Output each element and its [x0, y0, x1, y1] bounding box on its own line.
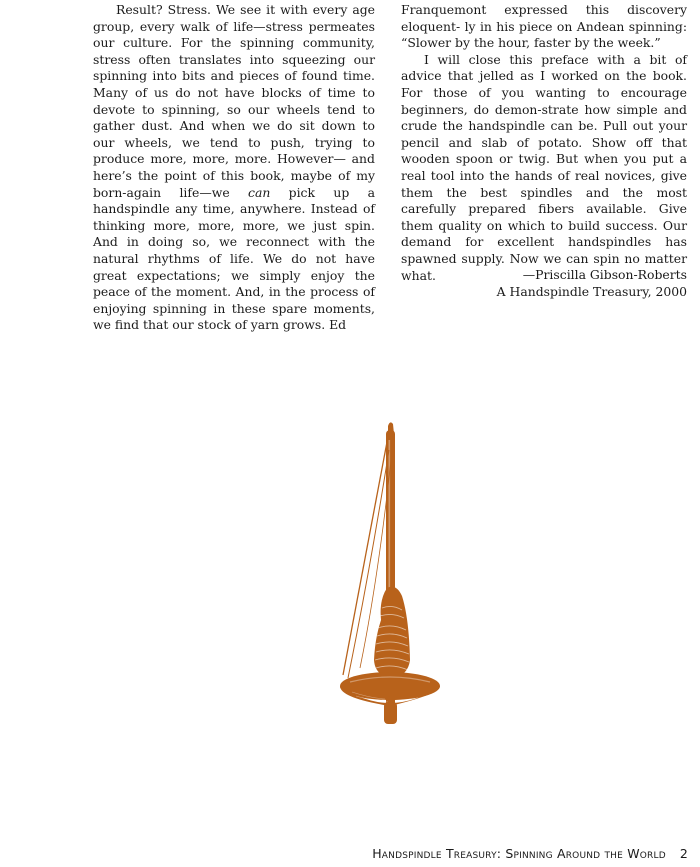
text-line: off that wooden spoon or twig. But when you put — [401, 134, 687, 167]
text-line: I will close this preface with a bit of advice — [401, 51, 687, 84]
text-line: reconnect with the natural rhythms of life. We — [93, 234, 375, 266]
text-line: strate how simple and crude the handspindle can — [401, 101, 687, 134]
left-paragraph — [93, 2, 375, 334]
attribution-source: A Handspindle Treasury, 2000 — [496, 284, 687, 299]
text-line: a real tool into the hands of real novices, give — [401, 151, 687, 183]
text-line: and here’s the point of this book, maybe of my — [93, 151, 375, 183]
text-line: born-again life—we — [93, 184, 230, 200]
attribution-author: —Priscilla Gibson-Roberts — [522, 267, 687, 282]
text-line: bits and pieces of found time. Many of us do — [93, 68, 375, 100]
right-paragraph-1 — [401, 2, 687, 52]
running-title: Handspindle Treasury: Spinning Around the World — [372, 846, 666, 861]
text-line: Result? Stress. We see it with every age — [116, 2, 375, 17]
text-line: pick up a handspindle — [93, 184, 375, 217]
text-line: of enjoying spinning in these spare moments, — [93, 284, 375, 316]
left-column — [93, 2, 375, 334]
text-line: the peace of the moment. And, in the process — [93, 267, 375, 300]
text-line: prepared fibers available. Give them quality on — [401, 201, 687, 233]
right-column — [401, 2, 687, 284]
text-line: we do sit down to our wheels, we tend to push, — [93, 118, 375, 150]
text-line: often translates into squeezing our spinning into — [93, 51, 375, 84]
text-line: which to build success. Our demand for excellent — [401, 217, 687, 250]
text-line: be. Pull out your pencil and slab of potato. Show — [401, 118, 688, 150]
text-line: ly in his piece on Andean spinning: “Slower by — [401, 18, 687, 51]
text-line: more, more, we just spin. And in doing so, we — [93, 217, 375, 250]
right-paragraph-2 — [401, 52, 687, 284]
page-footer — [372, 846, 688, 861]
emphasis-word: can — [248, 184, 271, 200]
text-line: not have blocks of time to devote to spinning, — [93, 84, 375, 117]
text-line: them the best spindles and the most carefully — [401, 184, 687, 217]
text-line: you wanting to encourage beginners, do demon- — [401, 84, 687, 117]
text-line: handspindles has spawned supply. Now we can — [401, 234, 687, 266]
text-line: that jelled as I worked on the book. For those of — [401, 68, 687, 100]
attribution — [401, 266, 687, 300]
text-line: culture. For the spinning community, stress — [93, 35, 375, 67]
text-line: group, every walk of life—stress permeates our — [93, 18, 375, 51]
text-line: do not have great expectations; we simply enjoy — [93, 250, 376, 283]
text-line: any time, anywhere. Instead of thinking more, — [93, 201, 375, 233]
text-line: trying to produce more, more, more. However— — [93, 134, 375, 167]
text-line: spin no matter what. — [401, 250, 687, 283]
text-line: Franquemont expressed this discovery eloquent- — [401, 2, 687, 34]
page-number: 2 — [679, 846, 688, 861]
text-line: the hour, faster by the week.” — [473, 35, 661, 51]
text-line: so our wheels tend to gather dust. And when — [93, 101, 375, 134]
text-line: we find that our stock of yarn grows. Ed — [93, 317, 347, 333]
drop-spindle-icon — [330, 420, 450, 734]
